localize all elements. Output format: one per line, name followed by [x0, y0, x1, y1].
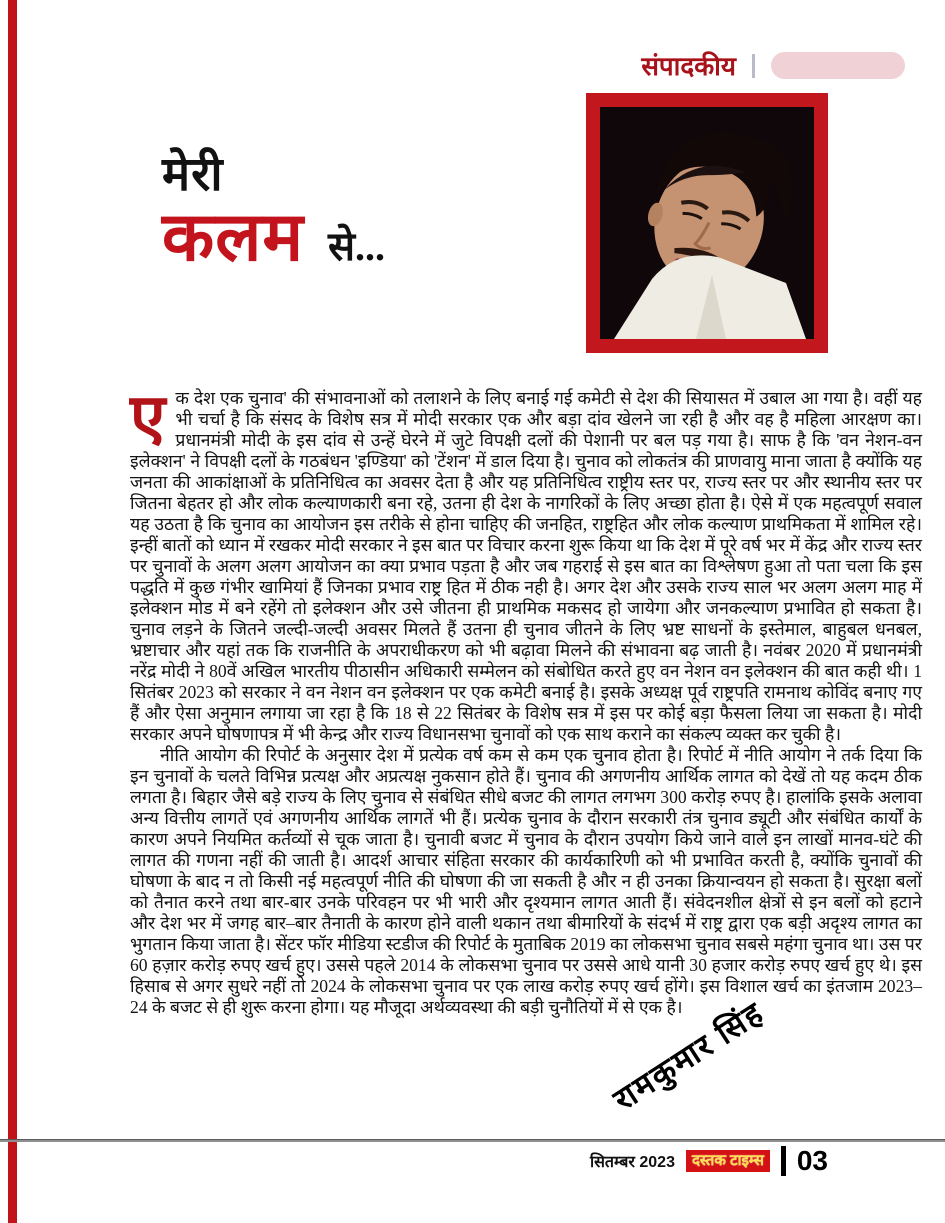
- title-word-se: से...: [328, 223, 386, 269]
- header-pill-decoration: [771, 52, 905, 79]
- page-number: 03: [796, 1145, 828, 1176]
- header-divider: [752, 54, 755, 78]
- dropcap-letter: ए: [130, 381, 166, 453]
- editor-signature: रामकुमार सिंह: [607, 994, 771, 1118]
- paragraph-1-text: क देश एक चुनाव' की संभावनाओं को तलाशने के लिए बनाई गई कमेटी से देश की सियासत में उबाल आ गया है। वहीं यह भी चर्चा है कि संसद के विशेष सत्र में मोदी सरकार एक और बड़ा दांव खेलने जा रही है और वह है महिला आरक्षण का। प्रधानमंत्री मोदी के इस दांव से उन्हें घेरने में जुटे विपक्षी दलों की पेशानी पर बल पड़ गया है। साफ है कि 'वन नेशन-वन इलेक्शन' ने विपक्षी दलों के गठबंधन 'इण्डिया' को 'टेंशन' में डाल दिया है। चुनाव को लोकतंत्र की प्राणवायु माना जाता है क्योंकि यह जनता की आकांक्षाओं के प्रतिनिधित्व का अवसर देता है और यह प्रतिनिधित्व राष्ट्रीय स्तर पर, राज्य स्तर पर और स्थानीय स्तर पर जितना बेहतर हो और लोक कल्याणकारी बना रहे, उतना ही देश के नागरिकों के लिए अच्छा होता है। ऐसे में एक महत्वपूर्ण सवाल यह उठता है कि चुनाव का आयोजन इस तरीके से होना चाहिए की जनहित, राष्ट्रहित और लोक कल्याण प्राथमिकता में शामिल रहे। इन्हीं बातों को ध्यान में रखकर मोदी सरकार ने इस बात पर विचार करना शुरू किया था कि देश में पूरे वर्ष भर में केंद्र और राज्य स्तर पर चुनावों के अलग अलग आयोजन का क्या प्रभाव पड़ता है और जब गहराई से इस बात का विश्लेषण हुआ तो पता चला कि इस पद्धति में कुछ गंभीर खामियां हैं जिनका प्रभाव राष्ट्र हित में ठीक नही है। अगर देश और उसके राज्य साल भर अलग अलग माह में इलेक्शन मोड में बने रहेंगे तो इलेक्शन और उसे जीतना ही प्राथमिक मकसद हो जायेगा और जनकल्याण प्रभावित हो सकता है। चुनाव लड़ने के जितने जल्दी-जल्दी अवसर मिलते हैं उतना ही चुनाव जीतने के लिए भ्रष्ट साधनों के इस्तेमाल, बाहुबल धनबल, भ्रष्टाचार और यहां तक कि राजनीति के अपराधीकरण को भी बढ़ावा मिलने की संभावना बढ़ जाती है। नवंबर 2020 में प्रधानमंत्री नरेंद्र मोदी ने 80वें अखिल भारतीय पीठासीन अधिकारी सम्मेलन को संबोधित करते हुए वन नेशन वन इलेक्शन की बात कही थी। 1 सितंबर 2023 को सरकार ने वन नेशन वन इलेक्शन पर एक कमेटी बनाई है। इसके अध्यक्ष पूर्व राष्ट्रपति रामनाथ कोविंद बनाए गए हैं और ऐसा अनुमान लगाया जा रहा है कि 18 से 22 सितंबर के विशेष सत्र में इस पर कोई बड़ा फैसला लिया जा सकता है। मोदी सरकार अपने घोषणापत्र में भी केन्द्र और राज्य विधानसभा चुनावों को एक साथ कराने का संकल्प व्यक्त कर चुकी है।: [130, 388, 923, 744]
- article-body: [130, 381, 923, 1018]
- editor-portrait-photo: [600, 107, 814, 339]
- article-title: [162, 149, 386, 275]
- paragraph-2: [130, 745, 922, 1018]
- paragraph-2-text: नीति आयोग की रिपोर्ट के अनुसार देश में प्रत्येक वर्ष कम से कम एक चुनाव होता है। रिपोर्ट में नीति आयोग ने तर्क दिया कि इन चुनावों के चलते विभिन्न प्रत्यक्ष और अप्रत्यक्ष नुकसान होते हैं। चुनाव की अगणनीय आर्थिक लागत को देखें तो यह कदम ठीक लगता है। बिहार जैसे बड़े राज्य के लिए चुनाव से संबंधित सीधे बजट की लागत लगभग 300 करोड़ रुपए है। हालांकि इसके अलावा अन्य वित्तीय लागतें एवं अगणनीय आर्थिक लागतें भी हैं। प्रत्येक चुनाव के दौरान सरकारी तंत्र चुनाव ड्यूटी और संबंधित कार्यों के कारण अपने नियमित कर्तव्यों से चूक जाता है। चुनावी बजट में चुनाव के दौरान उपयोग किये जाने वाले इन लाखों मानव-घंटे की लागत की गणना नहीं की जाती है। आदर्श आचार संहिता सरकार की कार्यकारिणी को भी प्रभावित करती है, क्योंकि चुनावों की घोषणा के बाद न तो किसी नई महत्वपूर्ण नीति की घोषणा की जा सकती है और न ही उनका क्रियान्वयन हो सकता है। सुरक्षा बलों को तैनात करने तथा बार-बार उनके परिवहन पर भी भारी और दृश्यमान लागत आती हैं। संवेदनशील क्षेत्रों से इन बलों को हटाने और देश भर में जगह बार–बार तैनाती के कारण होने वाली थकान तथा बीमारियों के संदर्भ में राष्ट्र द्वारा एक बड़ी अदृश्य लागत का भुगतान किया जाता है। सेंटर फॉर मीडिया स्टडीज की रिपोर्ट के मुताबिक 2019 का लोकसभा चुनाव सबसे महंगा चुनाव था। उस पर 60 हज़ार करोड़ रुपए खर्च हुए। उससे पहले 2014 के लोकसभा चुनाव पर उससे आधे यानी 30 हजार करोड़ रुपए खर्च हुए थे। इस हिसाब से अगर सुधरे नहीं तो 2024 के लोकसभा चुनाव पर एक लाख करोड़ रुपए खर्च होंगे। इस विशाल खर्च का इंतजाम 2023–24 के बजट से ही शुरू करना होगा। यह मौजूदा अर्थव्यवस्था की बड़ी चुनौतियों में से एक है।: [130, 745, 922, 1017]
- footer-page-divider: [781, 1146, 786, 1176]
- title-row: [162, 198, 386, 275]
- magazine-logo: दस्तक टाइम्स: [686, 1150, 770, 1172]
- editor-photo-frame: [586, 93, 828, 353]
- footer-issue-date: सितम्बर 2023: [589, 1154, 675, 1171]
- title-word-kalam: कलम: [162, 198, 304, 275]
- section-label: संपादकीय: [641, 50, 736, 81]
- page-header: [0, 52, 905, 79]
- paragraph-1: [130, 381, 923, 745]
- footer-rule: [0, 1139, 945, 1142]
- left-spine-bar: [8, 0, 17, 1223]
- title-word-meri: मेरी: [162, 149, 224, 201]
- footer: [0, 1146, 828, 1176]
